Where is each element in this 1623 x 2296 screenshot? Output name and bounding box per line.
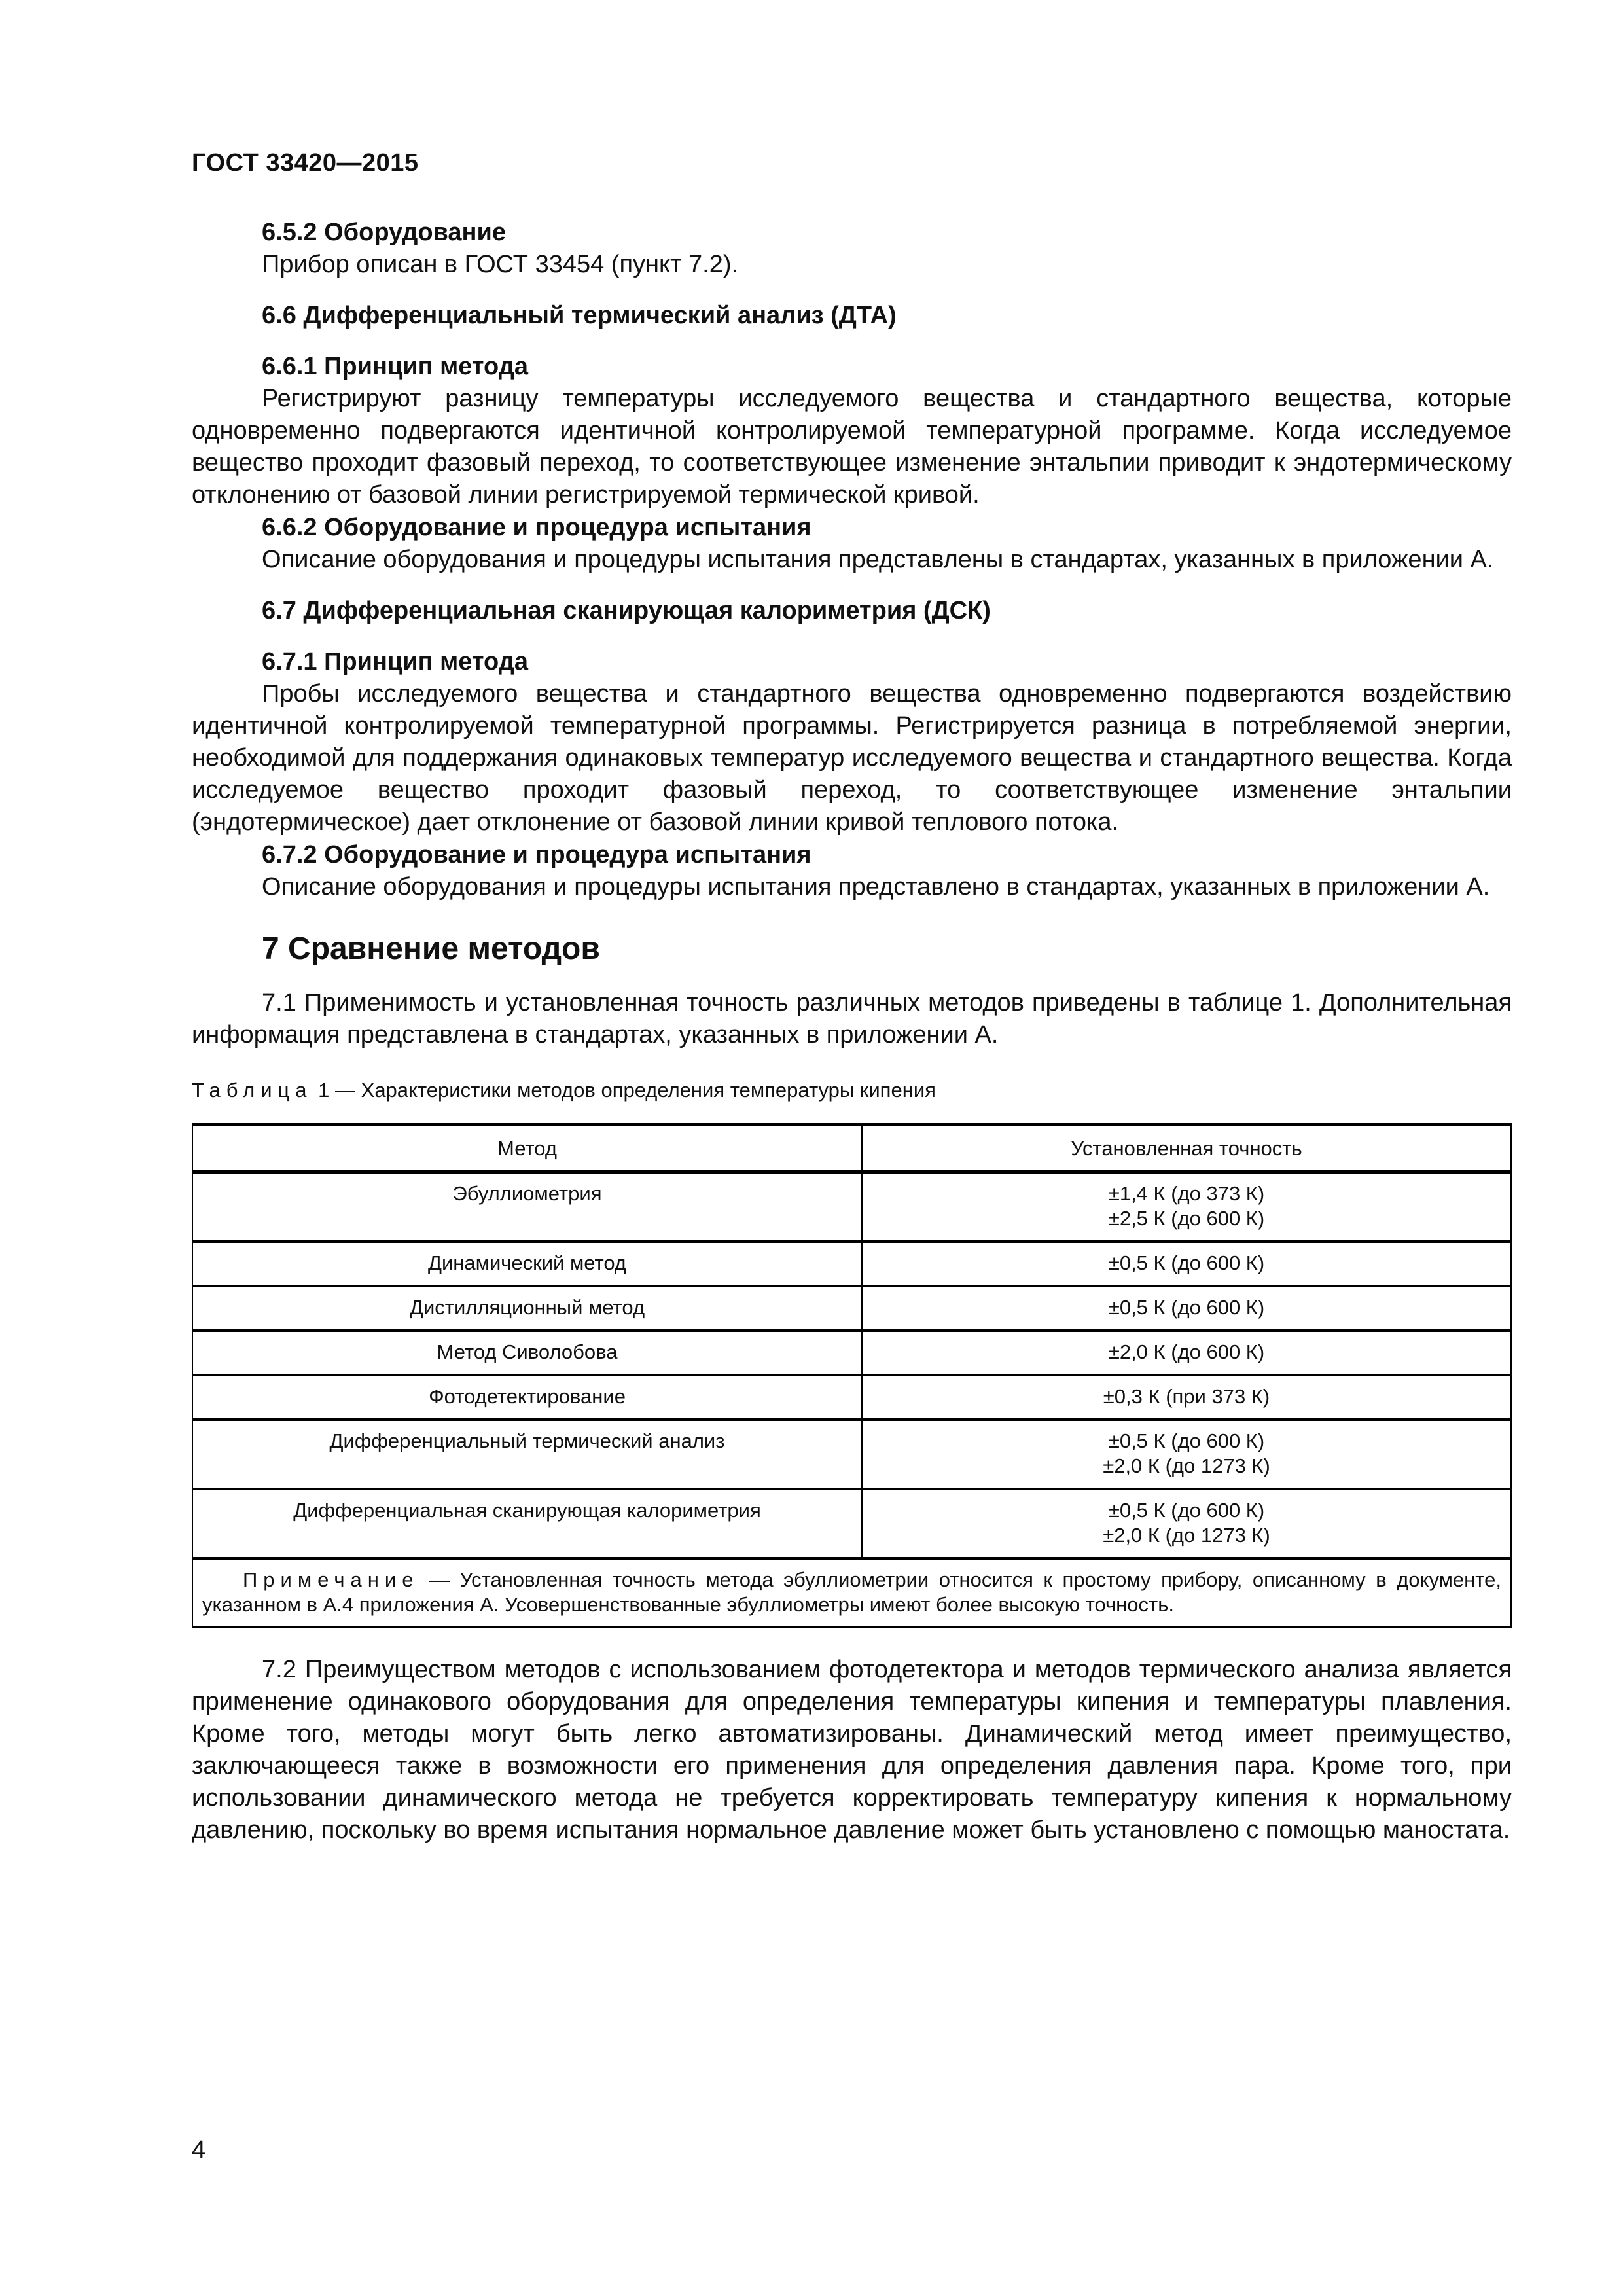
accuracy-line: ±0,5 К (до 600 К) [1108, 1429, 1265, 1452]
header-accuracy: Установленная точность [862, 1124, 1511, 1172]
accuracy-line: ±2,0 К (до 1273 К) [1103, 1524, 1270, 1547]
cell-accuracy [862, 1420, 1511, 1489]
cell-accuracy: ±0,5 К (до 600 К) [862, 1242, 1511, 1286]
accuracy-line: ±2,0 К (до 1273 К) [1103, 1454, 1270, 1477]
cell-method: Дифференциальная сканирующая калориметрия [192, 1489, 862, 1558]
cell-method: Дистилляционный метод [192, 1286, 862, 1331]
section-text-6-5-2: Прибор описан в ГОСТ 33454 (пункт 7.2). [262, 251, 739, 278]
table-note-row [192, 1558, 1511, 1627]
section-heading-6-7-2: 6.7.2 Оборудование и процедура испытания [262, 841, 812, 869]
section-heading-6-6-2: 6.6.2 Оборудование и процедура испытания [262, 514, 812, 541]
cell-method: Динамический метод [192, 1242, 862, 1286]
section-text-6-7-2: Описание оборудования и процедуры испытания представлено в стандартах, указанных в приложении А. [262, 873, 1490, 901]
accuracy-line: ±1,4 К (до 373 К) [1108, 1182, 1265, 1205]
table-row [192, 1375, 1511, 1420]
section-text-6-6-2: Описание оборудования и процедуры испытания представлены в стандартах, указанных в приложении А. [262, 546, 1494, 573]
section-heading-6-6: 6.6 Дифференциальный термический анализ (ДТА) [262, 302, 897, 329]
section-text-7-1: 7.1 Применимость и установленная точность различных методов приведены в таблице 1. Дополнительная информация представлена в стандартах, указанных в приложении А. [192, 989, 1512, 1049]
document-id-header: ГОСТ 33420—2015 [192, 149, 419, 177]
table-row [192, 1420, 1511, 1489]
section-heading-6-7-1: 6.7.1 Принцип метода [262, 648, 528, 675]
table-row [192, 1331, 1511, 1375]
table-caption [192, 1077, 1512, 1103]
table-caption-label: Таблица [192, 1079, 313, 1102]
cell-method: Метод Сиволобова [192, 1331, 862, 1375]
table-row [192, 1286, 1511, 1331]
cell-method: Фотодетектирование [192, 1375, 862, 1420]
cell-accuracy [862, 1172, 1511, 1242]
table-header-row [192, 1124, 1511, 1172]
page-content [192, 216, 1512, 1846]
note-text: — Установленная точность метода эбуллиометрии относится к простому прибору, описанному в документе, указанном в А.4 приложения А. Усовершенствованные эбуллиометры имеют более высокую точность. [202, 1568, 1501, 1616]
table-row [192, 1242, 1511, 1286]
table-caption-title: 1 — Характеристики методов определения температуры кипения [312, 1079, 936, 1102]
page-number: 4 [192, 2136, 206, 2164]
note-label: Примечание [243, 1568, 419, 1591]
accuracy-line: ±0,5 К (до 600 К) [1108, 1499, 1265, 1522]
cell-accuracy: ±2,0 К (до 600 К) [862, 1331, 1511, 1375]
section-heading-6-5-2: 6.5.2 Оборудование [262, 219, 506, 246]
cell-method: Эбуллиометрия [192, 1172, 862, 1242]
table-row [192, 1489, 1511, 1558]
table-note [192, 1558, 1511, 1627]
cell-accuracy: ±0,5 К (до 600 К) [862, 1286, 1511, 1331]
header-method: Метод [192, 1124, 862, 1172]
section-text-6-6-1: Регистрируют разницу температуры исследуемого вещества и стандартного вещества, которые одновременно подвергаются идентичной контролируемой температурной программе. Когда исследуемое вещество проходит фазовый переход, то соответствующее изменение энтальпии приводит к эндотермическому отклонению от базовой линии регистрируемой термической кривой. [192, 385, 1512, 509]
section-text-6-7-1: Пробы исследуемого вещества и стандартного вещества одновременно подвергаются воздействию идентичной контролируемой температурной программы. Регистрируется разница в потребляемой энергии, необходимой для поддержания одинаковых температур исследуемого вещества и стандартного вещества. Когда исследуемое вещество проходит фазовый переход, то соответствующее изменение энтальпии (эндотермическое) дает отклонение от базовой линии кривой теплового потока. [192, 680, 1512, 836]
accuracy-line: ±2,5 К (до 600 К) [1108, 1207, 1265, 1230]
section-heading-7: 7 Сравнение методов [262, 931, 600, 966]
table-row [192, 1172, 1511, 1242]
section-heading-6-7: 6.7 Дифференциальная сканирующая калориметрия (ДСК) [262, 597, 991, 624]
methods-table [192, 1123, 1512, 1628]
section-heading-6-6-1: 6.6.1 Принцип метода [262, 353, 528, 380]
section-text-7-2: 7.2 Преимуществом методов с использованием фотодетектора и методов термического анализа является применение одинакового оборудования для определения температуры кипения и температуры плавления. Кроме того, методы могут быть легко автоматизированы. Динамический метод имеет преимущество, заключающееся также в возможности его применения для определения давления пара. Кроме того, при использовании динамического метода не требуется корректировать температуру кипения к нормальному давлению, поскольку во время испытания нормальное давление может быть установлено с помощью маностата. [192, 1656, 1512, 1844]
cell-method: Дифференциальный термический анализ [192, 1420, 862, 1489]
cell-accuracy [862, 1489, 1511, 1558]
cell-accuracy: ±0,3 К (при 373 К) [862, 1375, 1511, 1420]
